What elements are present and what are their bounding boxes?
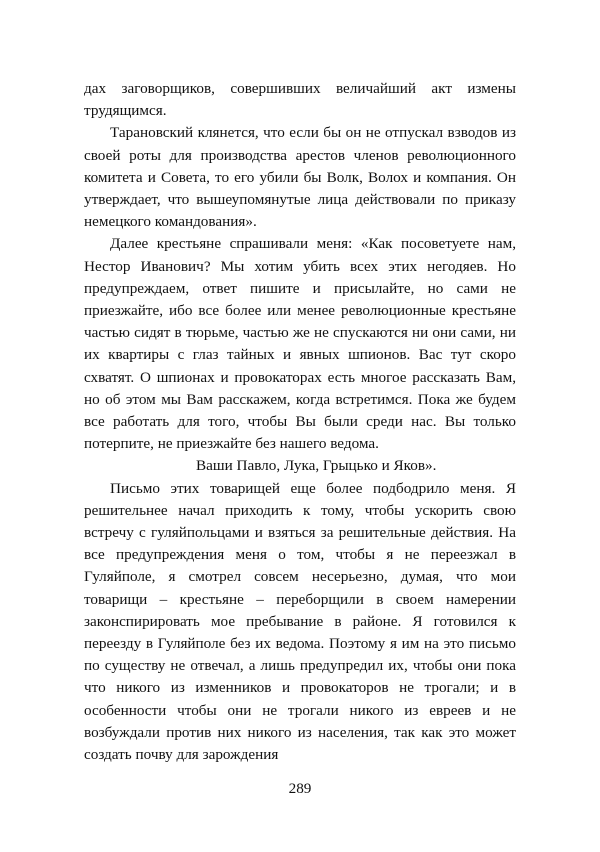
paragraph: дах заговорщиков, совершивших величайший акт измены трудящимся. xyxy=(84,80,516,120)
page-body xyxy=(84,78,516,766)
paragraph: Далее крестьяне спрашивали меня: «Как посоветуете нам, Нестор Иванович? Мы хотим убить всех этих негодяев. Но предупреждаем, ответ пишите и присылайте, но сами не приезжайте, ибо все более или менее революционные крестьяне частью сидят в тюрьме, частью же не спускаются ни они сами, ни их квартиры с глаз тайных и явных шпионов. Вас тут скоро схватят. О шпионах и провокаторах есть многое рассказать Вам, но об этом мы Вам расскажем, когда встретимся. Пока же будем все работать для того, чтобы Вы были среди нас. Вы только потерпите, не приезжайте без нашего ведома. xyxy=(84,235,516,453)
paragraph: Тарановский клянется, что если бы он не отпускал взводов из своей роты для производства арестов членов революционного комитета и Совета, то его убили бы Волк, Волох и компания. Он утверждает, что вышеупомянутые лица действовали по приказу немецкого командования». xyxy=(84,124,516,231)
letter-signature: Ваши Павло, Лука, Грыцько и Яков». xyxy=(196,457,437,475)
page-number: 289 xyxy=(288,780,312,797)
paragraph: Письмо этих товарищей еще более подбодрило меня. Я решительнее начал приходить к тому, чтобы ускорить свою встречу с гуляйпольцами и взяться за решительные действия. На все предупреждения меня о том, чтобы я не переезжал в Гуляйполе, я смотрел совсем несерьезно, думая, что мои товарищи – крестьяне – переборщили в своем намерении законспирировать мое пребывание в районе. Я готовился к переезду в Гуляйполе без их ведома. Поэтому я им на это письмо по существу не отвечал, а лишь предупредил их, чтобы они пока что никого из изменников и провокаторов не трогали; и в особенности чтобы они не трогали никого из евреев и не возбуждали против них никого из населения, так как это может создать почву для зарождения xyxy=(84,479,516,764)
